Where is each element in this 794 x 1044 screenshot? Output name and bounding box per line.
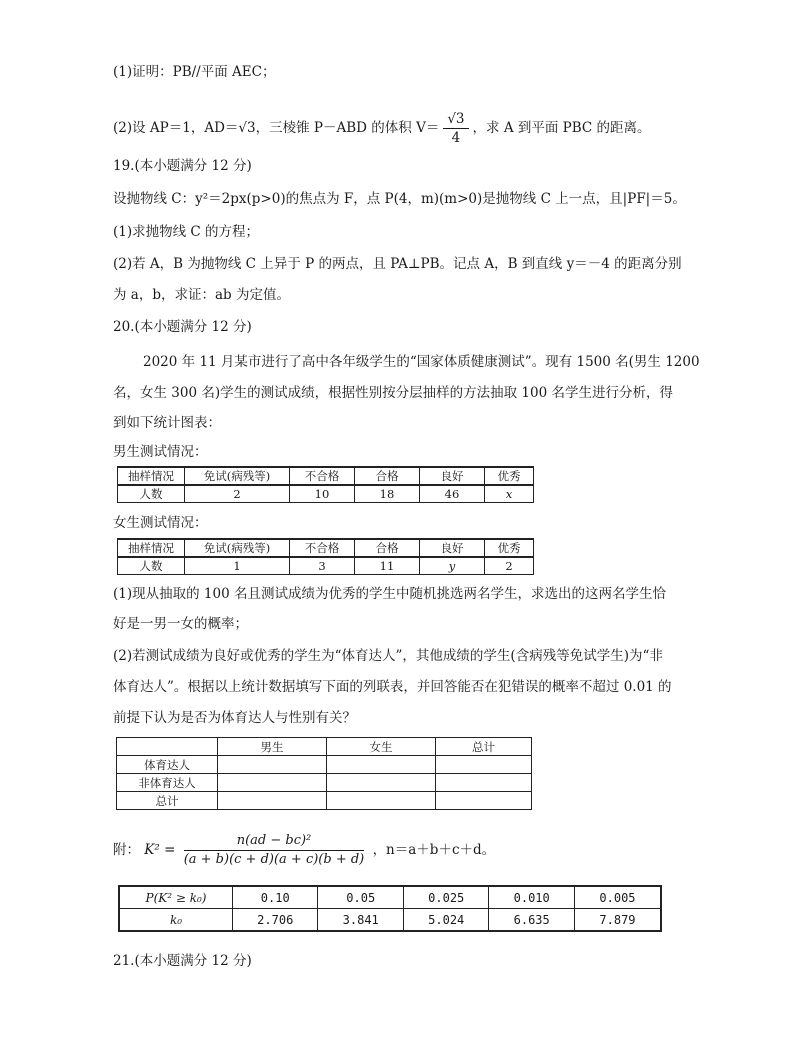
table-row <box>119 886 661 909</box>
table-row-label: k₀ <box>119 909 233 932</box>
table-header-cell: 不合格 <box>290 539 355 557</box>
male-table-caption: 男生测试情况： <box>113 444 208 460</box>
critical-values-table <box>118 885 662 932</box>
q20-part2-line1: (2)若测试成绩为良好或优秀的学生为“体育达人”，其他成绩的学生(含病残等免试学生)为“非 <box>113 648 663 664</box>
table-row-label: 非体育达人 <box>117 774 218 792</box>
q19-stem: 设抛物线 C：y²＝2px(p>0)的焦点为 F，点 P(4，m)(m>0)是抛物线 C 上一点，且|PF|＝5。 <box>113 191 686 207</box>
q21-heading: 21.(本小题满分 12 分) <box>113 953 252 969</box>
table-cell: 2 <box>185 485 290 503</box>
table-header-cell: 抽样情况 <box>118 467 185 485</box>
table-cell: 18 <box>355 485 420 503</box>
empty-cell <box>218 774 327 792</box>
table-row-label: 总计 <box>117 792 218 810</box>
table-cell: 10 <box>290 485 355 503</box>
q18-part2 <box>113 110 651 147</box>
table-row-label: P(K² ≥ k₀) <box>119 886 233 909</box>
table-cell: x <box>485 485 534 503</box>
table-cell: 5.024 <box>403 909 488 932</box>
q18-part2-a: (2)设 AP＝1，AD＝ <box>113 120 239 136</box>
q18-sqrt3: √3 <box>238 120 256 136</box>
q19-part1: (1)求抛物线 C 的方程； <box>113 224 260 240</box>
q19-part2-line1: (2)若 A，B 为抛物线 C 上异于 P 的两点，且 PA⊥PB。记点 A，B 到直线 y＝－4 的距离分别 <box>113 256 682 272</box>
appendix-label: 附： <box>113 842 140 858</box>
table-header-cell: 优秀 <box>485 467 534 485</box>
q18-part1: (1)证明：PB//平面 AEC； <box>113 64 276 80</box>
q20-heading: 20.(本小题满分 12 分) <box>113 319 252 335</box>
table-header-cell <box>117 738 218 756</box>
contingency-table <box>116 737 532 810</box>
table-row <box>117 792 532 810</box>
q20-part2-line2: 体育达人”。根据以上统计数据填写下面的列联表，并回答能否在犯错误的概率不超过 0.01 的 <box>113 679 672 695</box>
q18-part2-c: ，求 A 到平面 PBC 的距离。 <box>472 120 651 136</box>
k-squared-formula <box>113 832 495 869</box>
table-cell: 人数 <box>118 485 185 503</box>
q20-stem-line2: 名，女生 300 名)学生的测试成绩，根据性别按分层抽样的方法抽取 100 名学生进行分析，得 <box>113 385 673 401</box>
q20-part1-line1: (1)现从抽取的 100 名且测试成绩为优秀的学生中随机挑选两名学生，求选出的这两名学生恰 <box>113 586 666 602</box>
table-header-cell: 免试(病残等) <box>185 539 290 557</box>
table-cell: 0.05 <box>318 886 403 909</box>
q19-heading: 19.(本小题满分 12 分) <box>113 158 252 174</box>
q20-stem-line1: 2020 年 11 月某市进行了高中各年级学生的“国家体质健康测试”。现有 1500 名(男生 1200 <box>143 354 700 370</box>
table-header-cell: 男生 <box>218 738 327 756</box>
table-header-cell: 合格 <box>355 467 420 485</box>
table-cell: 1 <box>185 557 290 575</box>
table-header-cell: 女生 <box>327 738 436 756</box>
table-header-cell: 免试(病残等) <box>185 467 290 485</box>
empty-cell <box>218 756 327 774</box>
empty-cell <box>436 774 532 792</box>
table-cell: 46 <box>420 485 485 503</box>
empty-cell <box>436 792 532 810</box>
q19-part2-line2: 为 a，b，求证：ab 为定值。 <box>113 287 290 303</box>
table-header-cell: 抽样情况 <box>118 539 185 557</box>
q20-part2-line3: 前提下认为是否为体育达人与性别有关？ <box>113 710 356 726</box>
empty-cell <box>327 792 436 810</box>
table-cell: 7.879 <box>574 909 661 932</box>
table-row-label: 体育达人 <box>117 756 218 774</box>
k2-tail: ，n＝a＋b＋c＋d。 <box>372 842 496 858</box>
table-cell: 人数 <box>118 557 185 575</box>
table-row <box>119 909 661 932</box>
q20-part1-line2: 好是一男一女的概率； <box>113 616 248 632</box>
table-cell: 0.025 <box>403 886 488 909</box>
table-header-cell: 合格 <box>355 539 420 557</box>
empty-cell <box>218 792 327 810</box>
k2-denominator: (a + b)(c + d)(a + c)(b + d) <box>183 852 365 867</box>
table-header-cell: 优秀 <box>485 539 534 557</box>
empty-cell <box>327 774 436 792</box>
table-row <box>117 738 532 756</box>
table-cell: 0.010 <box>489 886 574 909</box>
table-row <box>118 467 534 485</box>
male-results-table <box>117 466 534 503</box>
table-row <box>118 539 534 557</box>
q20-stem-line3: 到如下统计图表： <box>113 415 221 431</box>
q18-frac-num: √3 <box>443 110 468 129</box>
q18-part2-b: ，三棱锥 P－ABD 的体积 V＝ <box>255 120 440 136</box>
table-row <box>118 557 534 575</box>
table-cell: 11 <box>355 557 420 575</box>
k2-fraction <box>184 832 365 869</box>
empty-cell <box>436 756 532 774</box>
table-cell: 2 <box>485 557 534 575</box>
female-table-caption: 女生测试情况： <box>113 515 208 531</box>
table-row <box>117 774 532 792</box>
k2-lhs: K² = <box>144 842 176 858</box>
q18-volume-fraction <box>443 110 468 147</box>
k2-numerator: n(ad − bc)² <box>184 832 365 851</box>
table-cell: 0.005 <box>574 886 661 909</box>
table-cell: 3.841 <box>318 909 403 932</box>
table-row <box>117 756 532 774</box>
table-cell: 3 <box>290 557 355 575</box>
table-row <box>118 485 534 503</box>
table-header-cell: 良好 <box>420 467 485 485</box>
table-cell: 2.706 <box>233 909 318 932</box>
female-results-table <box>117 538 534 575</box>
table-header-cell: 不合格 <box>290 467 355 485</box>
table-cell: y <box>420 557 485 575</box>
table-cell: 6.635 <box>489 909 574 932</box>
q18-frac-den: 4 <box>451 130 461 146</box>
empty-cell <box>327 756 436 774</box>
table-header-cell: 总计 <box>436 738 532 756</box>
table-header-cell: 良好 <box>420 539 485 557</box>
table-cell: 0.10 <box>233 886 318 909</box>
